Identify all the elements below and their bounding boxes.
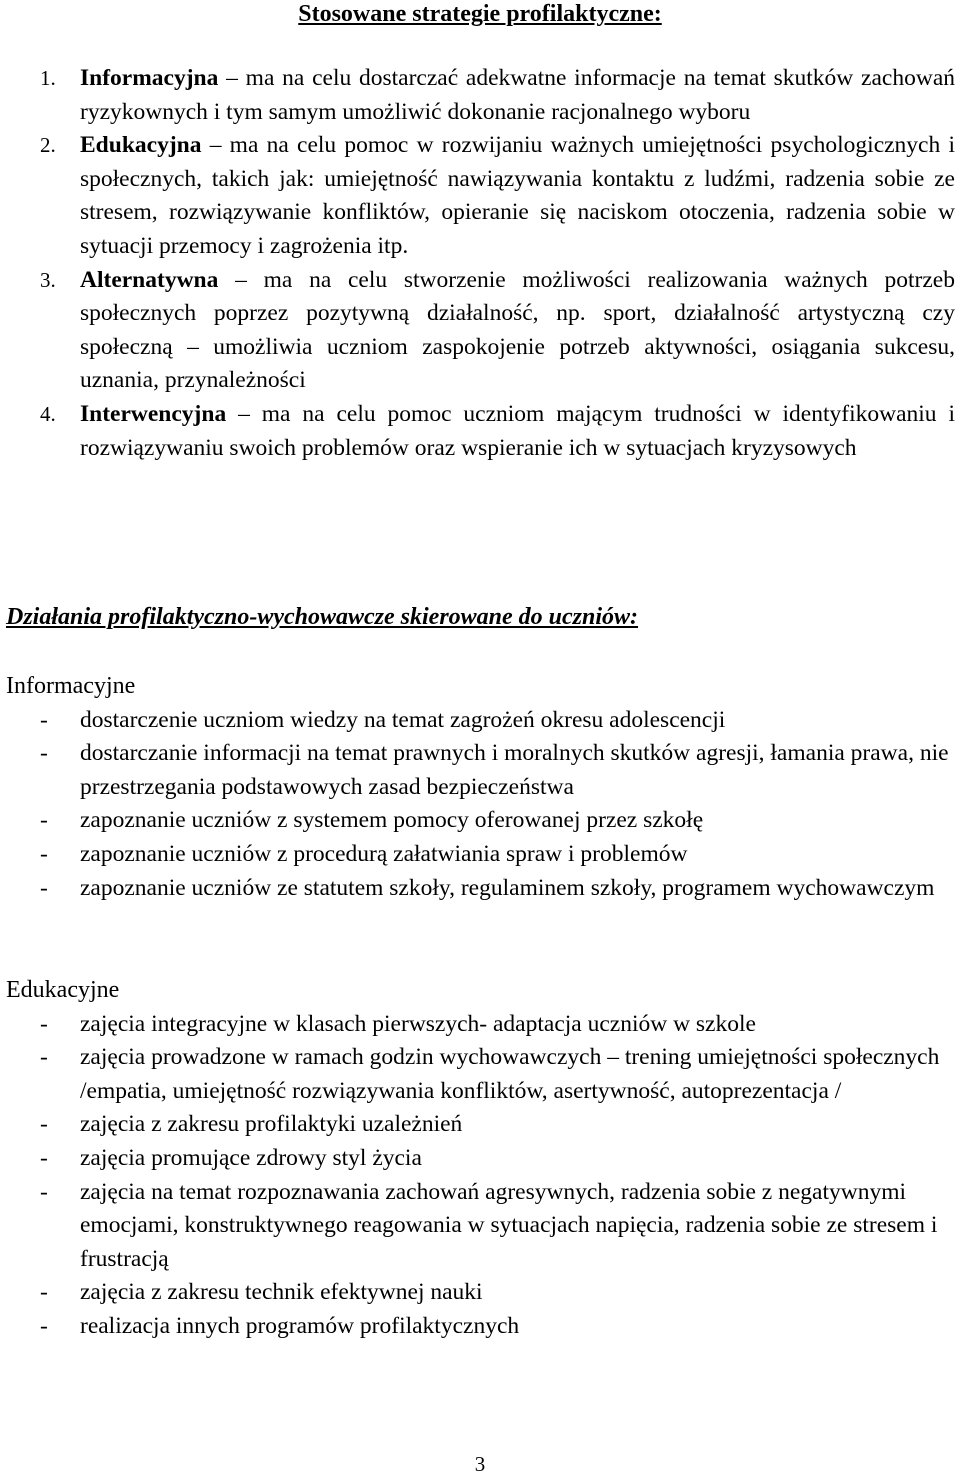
list-item	[6, 1041, 950, 1108]
bullet-dash: -	[40, 840, 48, 867]
group-title: Edukacyjne	[6, 977, 120, 1003]
bullet-dash: -	[40, 1279, 48, 1306]
bullet-dash: -	[40, 1111, 48, 1138]
strategy-name: Alternatywna	[80, 266, 219, 293]
bullet-dash: -	[40, 1044, 48, 1071]
list-item-text: dostarczanie informacji na temat prawnych i moralnych skutków agresji, łamania prawa, nie przestrzegania podstawowych zasad bezpieczeństwa	[80, 740, 949, 800]
bullet-dash: -	[40, 706, 48, 733]
bullet-dash: -	[40, 874, 48, 901]
bullet-dash: -	[40, 807, 48, 834]
list-item-text: zapoznanie uczniów ze statutem szkoły, regulaminem szkoły, programem wychowawczym	[80, 874, 935, 901]
bullet-dash: -	[40, 1010, 48, 1037]
strategy-number: 1.	[40, 66, 56, 90]
list-item	[6, 1108, 950, 1142]
list-item-text: zapoznanie uczniów z systemem pomocy oferowanej przez szkołę	[80, 807, 704, 834]
strategy-description: – ma na celu pomoc w rozwijaniu ważnych umiejętności psychologicznych i społecznych, takich jak: umiejętność nawiązywania kontaktu z ludźmi, radzenia sobie ze stresem, rozwiązywanie konfliktów, opieranie się naciskom otoczenia, radzenia sobie w sytuacji przemocy i zagrożenia itp.	[80, 132, 955, 259]
list-item-text: zajęcia prowadzone w ramach godzin wychowawczych – trening umiejętności społecznych /empatia, umiejętność rozwiązywania konfliktów, asertywność, autoprezentacja /	[80, 1044, 940, 1104]
list-item	[6, 1142, 950, 1176]
bullet-dash: -	[40, 1178, 48, 1205]
strategy-number: 2.	[40, 133, 56, 158]
group-informacyjne	[6, 670, 950, 905]
list-item	[6, 804, 950, 838]
page-title: Stosowane strategie profilaktyczne:	[298, 1, 662, 27]
list-item	[6, 1176, 950, 1277]
list-item	[6, 872, 950, 906]
list-item	[6, 1310, 950, 1344]
strategy-name: Interwencyjna	[80, 400, 227, 427]
strategy-description: – ma na celu stworzenie możliwości realizowania ważnych potrzeb społecznych poprzez pozytywną działalność, np. sport, działalność artystyczną czy społeczną – umożliwia uczniom zaspokojenie potrzeb aktywności, osiągania sukcesu, uznania, przynależności	[80, 266, 955, 394]
strategy-description: – ma na celu pomoc uczniom mającym trudności w identyfikowaniu i rozwiązywaniu swoich problemów oraz wspieranie ich w sytuacjach kryzysowych	[80, 400, 955, 461]
list-item	[6, 838, 950, 872]
list-item-text: zajęcia z zakresu profilaktyki uzależnień	[80, 1111, 463, 1138]
list-item-text: zajęcia na temat rozpoznawania zachowań agresywnych, radzenia sobie z negatywnymi emocjami, konstruktywnego reagowania w sytuacjach napięcia, radzenia sobie ze stresem i frustracją	[80, 1178, 938, 1272]
list-item-text: zapoznanie uczniów z procedurą załatwiania spraw i problemów	[80, 840, 688, 867]
group-edukacyjne	[6, 974, 950, 1344]
list-item-text: zajęcia integracyjne w klasach pierwszych- adaptacja uczniów w szkole	[80, 1010, 756, 1037]
bullet-dash: -	[40, 1312, 48, 1339]
strategy-item-interwencyjna	[40, 398, 955, 465]
list-item-text: realizacja innych programów profilaktycznych	[80, 1312, 520, 1339]
list-item-text: zajęcia z zakresu technik efektywnej nauki	[80, 1279, 483, 1306]
list-item	[6, 1276, 950, 1310]
strategy-number: 3.	[40, 267, 56, 292]
list-item	[6, 737, 950, 804]
strategy-description: – ma na celu dostarczać adekwatne informacje na temat skutków zachowań ryzykownych i tym samym umożliwić dokonanie racjonalnego wyboru	[80, 65, 955, 125]
bullet-dash: -	[40, 740, 48, 767]
group-title: Informacyjne	[6, 673, 136, 699]
strategy-number: 4.	[40, 401, 56, 426]
strategies-list	[40, 62, 955, 465]
list-item-text: zajęcia promujące zdrowy styl życia	[80, 1144, 422, 1171]
strategy-name: Edukacyjna	[80, 132, 202, 159]
bullet-dash: -	[40, 1144, 48, 1171]
strategy-item-informacyjna	[40, 62, 955, 129]
strategy-item-alternatywna	[40, 264, 955, 398]
section-heading: Działania profilaktyczno-wychowawcze skierowane do uczniów:	[6, 604, 639, 630]
list-item	[6, 1008, 950, 1042]
strategy-item-edukacyjna	[40, 129, 955, 263]
page-number: 3	[474, 1452, 486, 1476]
strategy-name: Informacyjna	[80, 65, 219, 91]
list-item-text: dostarczenie uczniom wiedzy na temat zagrożeń okresu adolescencji	[80, 706, 726, 733]
list-item	[6, 704, 950, 738]
